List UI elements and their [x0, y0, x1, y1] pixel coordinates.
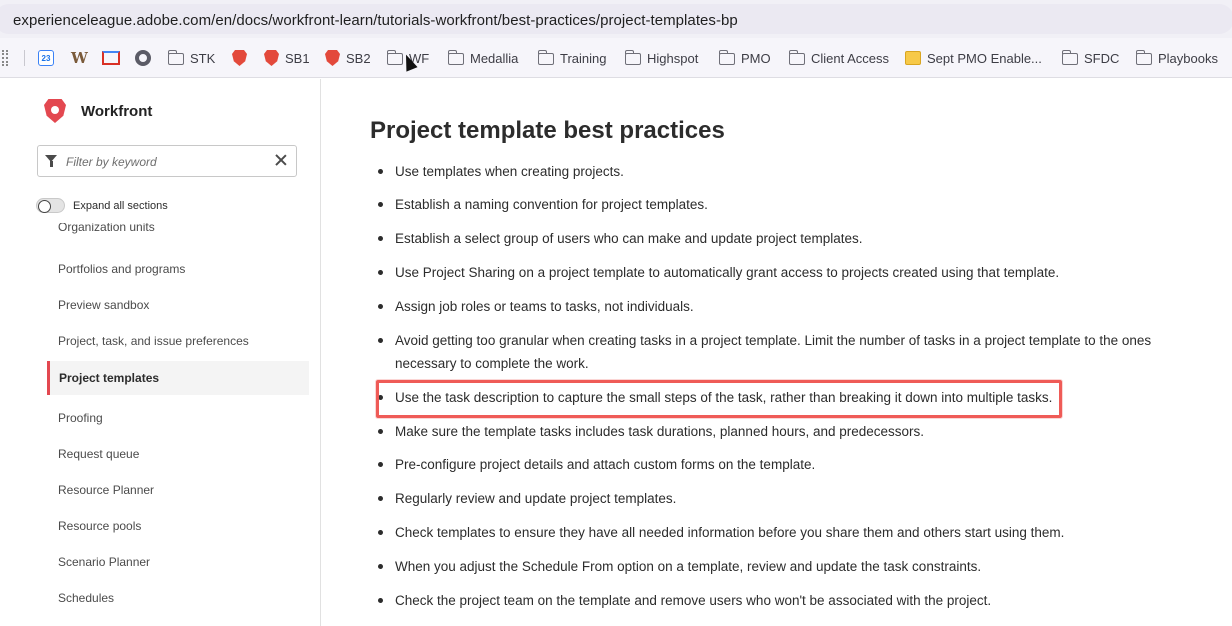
workfront-w-icon: W	[71, 49, 88, 67]
expand-all-toggle[interactable]	[36, 198, 65, 213]
nav-item[interactable]	[47, 545, 309, 579]
nav-item[interactable]	[47, 401, 309, 435]
bookmark-sb1[interactable]: SB1	[264, 49, 310, 67]
list-item: Use templates when creating projects.	[378, 160, 1158, 183]
gmail-icon	[102, 51, 120, 65]
bookmarks-bar	[0, 38, 1232, 78]
note-icon	[905, 51, 921, 65]
apps-grid-icon	[2, 50, 8, 66]
nav-item-label: Project, task, and issue preferences	[58, 334, 249, 348]
nav-item-label: Portfolios and programs	[58, 262, 186, 276]
nav-item[interactable]	[47, 288, 309, 322]
bookmark-medallia[interactable]: Medallia	[448, 49, 518, 67]
bookmark-wf[interactable]: WF	[387, 49, 429, 67]
list-item: When you adjust the Schedule From option on a template, review and update the task constraints.	[378, 555, 1158, 578]
bookmark-gmail[interactable]	[102, 49, 120, 67]
bookmark-calendar[interactable]	[38, 49, 54, 67]
expand-all-label: Expand all sections	[73, 199, 168, 212]
nav-item[interactable]	[47, 473, 309, 507]
filter-input[interactable]	[66, 152, 266, 172]
bookmark-training[interactable]: Training	[538, 49, 606, 67]
page-title: Project template best practices	[370, 117, 725, 144]
bookmark-stk[interactable]: STK	[168, 49, 215, 67]
nav-item-label: Proofing	[58, 411, 103, 425]
list-item: Assign job roles or teams to tasks, not individuals.	[378, 295, 1158, 318]
bookmark-pmo[interactable]: PMO	[719, 49, 771, 67]
folder-icon	[789, 53, 805, 65]
filter-icon	[45, 155, 57, 162]
list-item: Regularly review and update project templates.	[378, 487, 1158, 510]
nav-item-label: Preview sandbox	[58, 298, 150, 312]
nav-item[interactable]	[47, 437, 309, 471]
list-item: Establish a select group of users who can make and update project templates.	[378, 227, 1158, 250]
folder-icon	[719, 53, 735, 65]
url-text[interactable]: experienceleague.adobe.com/en/docs/workfront-learn/tutorials-workfront/best-practices/project-templates-bp	[13, 12, 738, 29]
folder-icon	[1062, 53, 1078, 65]
folder-icon	[168, 53, 184, 65]
nav-item-label: Scenario Planner	[58, 555, 151, 569]
list-item: Pre-configure project details and attach custom forms on the template.	[378, 453, 1158, 476]
nav-item-label: Schedules	[58, 591, 115, 605]
brave-icon	[325, 50, 340, 66]
filter-box	[37, 145, 297, 177]
list-item: Check the project team on the template and remove users who won't be associated with the project.	[378, 589, 1158, 612]
folder-icon	[625, 53, 641, 65]
bookmark-playbooks[interactable]: Playbooks	[1136, 49, 1218, 67]
workfront-logo-icon	[44, 99, 66, 123]
list-item-highlighted: Use the task description to capture the small steps of the task, rather than breaking it down into multiple tasks.	[378, 386, 1158, 409]
nav-item-label: Project templates	[59, 371, 160, 385]
nav-item[interactable]	[47, 223, 309, 243]
folder-icon	[538, 53, 554, 65]
list-item: Make sure the template tasks includes task durations, planned hours, and predecessors.	[378, 420, 1158, 443]
folder-icon	[1136, 53, 1152, 65]
close-icon[interactable]	[274, 153, 288, 167]
list-item: Use Project Sharing on a project template to automatically grant access to projects created using that template.	[378, 261, 1158, 284]
brave-icon	[264, 50, 279, 66]
article	[321, 79, 1232, 626]
nav-item[interactable]	[47, 252, 309, 286]
list-item: Avoid getting too granular when creating tasks in a project template. Limit the number of tasks in a project template to the ones necessary to complete the work.	[378, 329, 1158, 375]
brand-name: Workfront	[81, 102, 153, 120]
bookmark-sb2[interactable]: SB2	[325, 49, 371, 67]
separator-divider	[24, 50, 25, 66]
bookmark-workfront[interactable]	[71, 49, 88, 67]
nav-item-label: Resource pools	[58, 519, 142, 533]
expand-all-control	[36, 198, 168, 213]
brand[interactable]	[44, 99, 152, 123]
bookmark-sept-pmo[interactable]: Sept PMO Enable...	[905, 49, 1042, 67]
folder-icon	[448, 53, 464, 65]
nav-item-active[interactable]	[47, 361, 309, 395]
docs-sidebar	[0, 79, 321, 626]
bookmark-apps[interactable]	[2, 49, 8, 67]
bookmark-sfdc[interactable]: SFDC	[1062, 49, 1119, 67]
nav-item[interactable]	[47, 509, 309, 543]
brave-icon	[232, 50, 247, 66]
list-item: Check templates to ensure they have all needed information before you share them and others start using them.	[378, 521, 1158, 544]
circle-app-icon	[135, 50, 151, 66]
list-item: Establish a naming convention for project templates.	[378, 193, 1158, 216]
nav-item-label: Organization units	[58, 223, 155, 234]
bookmark-client-access[interactable]: Client Access	[789, 49, 889, 67]
nav-item[interactable]	[47, 324, 309, 358]
address-bar[interactable]	[0, 0, 1232, 38]
bookmark-highspot[interactable]: Highspot	[625, 49, 698, 67]
bookmark-circle-app[interactable]	[135, 49, 151, 67]
nav-item[interactable]	[47, 581, 309, 615]
calendar-icon: 23	[38, 50, 54, 66]
bookmark-separator	[24, 49, 25, 67]
nav-item-label: Resource Planner	[58, 483, 155, 497]
bookmark-brave[interactable]	[232, 49, 247, 67]
nav-item-label: Request queue	[58, 447, 140, 461]
